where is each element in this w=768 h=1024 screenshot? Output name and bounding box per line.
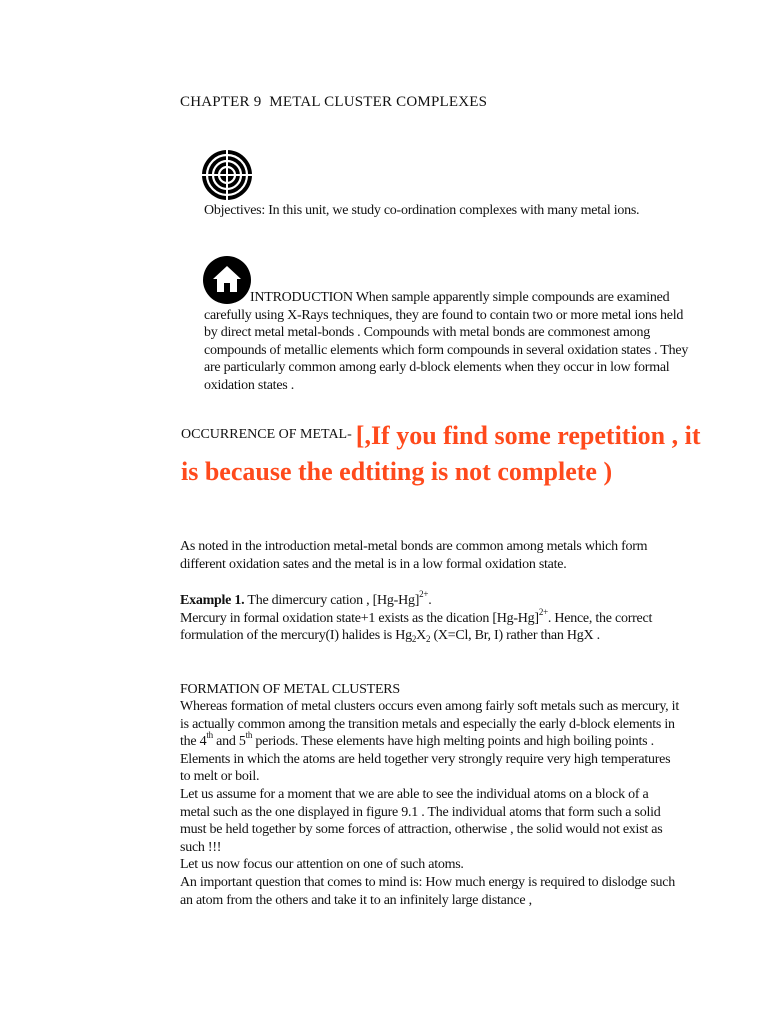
formation-heading: FORMATION OF METAL CLUSTERS (180, 682, 400, 697)
occurrence-text: As noted in the introduction metal-metal bonds are common among metals which form different oxidation sates and the metal is in a low formal oxidation state. (180, 539, 648, 572)
introduction-label: INTRODUCTION (250, 290, 353, 305)
formation-text-a: Whereas formation of metal clusters occurs even among fairly soft metals such as mercury, it is actually common among the transition metals and especially the early d-block elements in the 4 (180, 699, 679, 750)
editing-note: [,If you find some repetition , it is because the edtiting is not complete ) (181, 421, 701, 486)
formation-paragraph-4: An important question that comes to mind is: How much energy is required to dislodge such an atom from the others and take it to an infinitely large distance , (180, 874, 676, 908)
subscript: 2 (425, 634, 431, 645)
mercury-text-a: Mercury in formal oxidation state+1 exists as the dication [Hg-Hg] (180, 610, 539, 626)
objectives-text: Objectives: In this unit, we study co-ordination complexes with many metal ions. (204, 203, 640, 218)
chapter-title: CHAPTER 9 METAL CLUSTER COMPLEXES (180, 94, 488, 110)
introduction-paragraph (204, 289, 694, 395)
formation-text-c: periods. These elements have high melting points and high boiling points . Elements in which the atoms are held together very strongly require very high temperatures to melt or boil. (180, 734, 671, 785)
formation-text-b: and 5 (212, 734, 246, 750)
formation-paragraph-3: Let us now focus our attention on one of such atoms. (180, 857, 464, 873)
ordinal-superscript: th (206, 730, 213, 741)
occurrence-label: OCCURRENCE OF METAL- (181, 427, 352, 442)
example-line (180, 589, 680, 610)
mercury-text-c: (X=Cl, Br, I) rather than HgX . (430, 628, 600, 644)
halide-x: X (416, 628, 426, 644)
charge-superscript: 2+ (419, 589, 429, 599)
example-text: The dimercury cation , [Hg-Hg] (247, 593, 420, 608)
example-label: Example 1. (180, 593, 245, 608)
formation-body (180, 698, 680, 909)
mercury-paragraph (180, 606, 680, 645)
occurrence-heading (181, 418, 701, 490)
formation-paragraph-1 (180, 698, 680, 786)
ordinal-superscript: th (245, 730, 253, 741)
example-end: . (428, 593, 432, 608)
introduction-text: When sample apparently simple compounds are examined carefully using X-Rays techniques, they are found to contain two or more metal ions held by direct metal metal-bonds . Compounds with metal bonds are commonest among compounds of metallic elements which form compounds in several oxidation states . They are particularly common among early d-block elements when they occur in low formal oxidation states . (204, 290, 689, 393)
example-block (180, 589, 680, 645)
mercury-text-b: . Hence, the correct formulation of the mercury(I) halides is Hg (180, 610, 653, 644)
target-icon (201, 149, 253, 201)
charge-superscript: 2+ (538, 606, 548, 617)
formation-paragraph-2: Let us assume for a moment that we are able to see the individual atoms on a block of a metal such as the one displayed in figure 9.1 . The individual atoms that form such a solid must be held together by some forces of attraction, otherwise , the solid would not exist as such !!! (180, 786, 663, 855)
subscript: 2 (411, 634, 417, 645)
